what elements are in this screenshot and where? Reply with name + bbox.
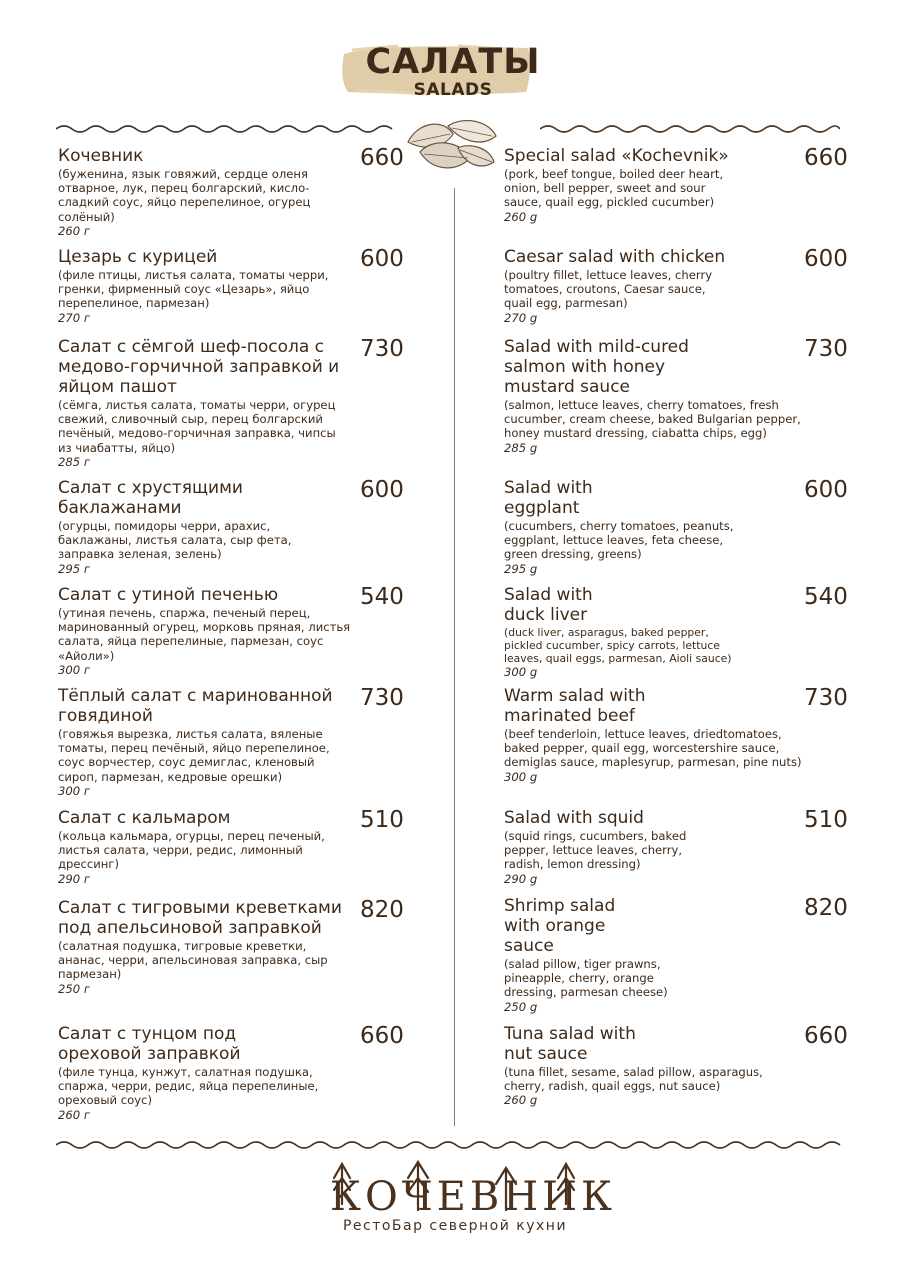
item-weight: 250 g xyxy=(504,999,538,1014)
item-weight: 290 g xyxy=(504,871,538,886)
item-name: Салат с кальмаром xyxy=(58,808,231,828)
item-name: Salad with duck liver xyxy=(504,585,593,625)
page-subtitle: SALADS xyxy=(413,80,493,100)
item-name: Салат с утиной печенью xyxy=(58,585,279,605)
menu-item xyxy=(504,896,906,1014)
item-price: 820 xyxy=(804,895,848,921)
menu-item xyxy=(504,247,906,325)
item-price: 540 xyxy=(360,584,404,610)
item-name: Салат с сёмгой шеф-посола с медово-горчичной заправкой и яйцом пашот xyxy=(58,337,340,397)
item-weight: 270 g xyxy=(504,310,538,325)
wave-divider-bottom xyxy=(56,1138,846,1152)
item-weight: 260 г xyxy=(58,1107,90,1122)
item-weight: 295 г xyxy=(58,561,90,576)
item-description: (tuna fillet, sesame, salad pillow, asparagus, cherry, radish, quail eggs, nut sauce) xyxy=(504,1065,763,1094)
item-price: 600 xyxy=(804,477,848,503)
item-description: (сёмга, листья салата, томаты черри, огурец свежий, сливочный сыр, перец болгарский печёный, медово-горчичная заправка, чипсы из чиабатты, яйцо) xyxy=(58,398,336,455)
item-weight: 285 г xyxy=(58,454,90,469)
item-name: Warm salad with marinated beef xyxy=(504,686,646,726)
item-price: 600 xyxy=(360,246,404,272)
menu-item xyxy=(58,478,468,576)
item-weight: 300 г xyxy=(58,662,90,677)
brand-logo: КОЧЕВНИК xyxy=(330,1174,616,1220)
menu-item xyxy=(58,337,468,469)
item-description: (филе тунца, кунжут, салатная подушка, спаржа, черри, редис, яйца перепелиные, ореховый соус) xyxy=(58,1065,319,1108)
page-title: САЛАТЫ xyxy=(365,42,541,82)
item-description: (салатная подушка, тигровые креветки, ананас, черри, апельсиновая заправка, сыр пармезан) xyxy=(58,939,328,982)
menu-item xyxy=(504,1024,906,1107)
item-description: (утиная печень, спаржа, печеный перец, маринованный огурец, морковь пряная, листья салата, яйца перепелиные, пармезан, соус «Айоли») xyxy=(58,606,351,663)
wave-divider-top-left xyxy=(56,122,396,136)
menu-item xyxy=(504,337,906,455)
item-name: Салат с тунцом под ореховой заправкой xyxy=(58,1024,241,1064)
item-name: Тёплый салат с маринованной говядиной xyxy=(58,686,333,726)
item-price: 730 xyxy=(804,685,848,711)
item-price: 730 xyxy=(360,685,404,711)
item-name: Shrimp salad with orange sauce xyxy=(504,896,616,956)
item-name: Кочевник xyxy=(58,146,144,166)
item-price: 600 xyxy=(360,477,404,503)
item-description: (cucumbers, cherry tomatoes, peanuts, eggplant, lettuce leaves, feta cheese, green dressing, greens) xyxy=(504,519,734,562)
item-weight: 290 г xyxy=(58,871,90,886)
menu-item xyxy=(58,686,468,798)
menu-item xyxy=(504,585,906,679)
item-weight: 260 g xyxy=(504,1093,538,1108)
menu-item xyxy=(58,898,468,996)
menu-item xyxy=(58,247,468,325)
item-price: 660 xyxy=(804,145,848,171)
item-description: (огурцы, помидоры черри, арахис, баклажаны, листья салата, сыр фета, заправка зеленая, зелень) xyxy=(58,519,292,562)
item-weight: 260 g xyxy=(504,209,538,224)
item-description: (beef tenderloin, lettuce leaves, driedtomatoes, baked pepper, quail egg, worcestershire sauce, demiglas sauce, maplesyrup, parmesan, pine nuts) xyxy=(504,727,802,770)
menu-item xyxy=(58,1024,468,1122)
wave-divider-top-right xyxy=(540,122,840,136)
item-name: Salad with mild-cured salmon with honey mustard sauce xyxy=(504,337,689,397)
item-description: (duck liver, asparagus, baked pepper, pickled cucumber, spicy carrots, lettuce leaves, quail eggs, parmesan, Aioli sauce) xyxy=(504,626,732,665)
menu-item xyxy=(504,146,906,224)
item-weight: 270 г xyxy=(58,310,90,325)
item-description: (poultry fillet, lettuce leaves, cherry tomatoes, croutons, Caesar sauce, quail egg, parmesan) xyxy=(504,268,713,311)
item-price: 600 xyxy=(804,246,848,272)
item-weight: 285 g xyxy=(504,440,538,455)
item-name: Salad with eggplant xyxy=(504,478,593,518)
menu-item xyxy=(58,146,468,238)
item-description: (говяжья вырезка, листья салата, вяленые томаты, перец печёный, яйцо перепелиное, соус ворчестер, соус демиглас, кленовый сироп, пармезан, кедровые орешки) xyxy=(58,727,330,784)
item-name: Special salad «Kochevnik» xyxy=(504,146,729,166)
item-price: 540 xyxy=(804,584,848,610)
item-description: (филе птицы, листья салата, томаты черри, гренки, фирменный соус «Цезарь», яйцо перепелиное, пармезан) xyxy=(58,268,329,311)
item-description: (кольца кальмара, огурцы, перец печеный, листья салата, черри, редис, лимонный дрессинг) xyxy=(58,829,325,872)
item-name: Caesar salad with chicken xyxy=(504,247,726,267)
item-description: (salmon, lettuce leaves, cherry tomatoes, fresh cucumber, cream cheese, baked Bulgarian pepper, honey mustard dressing, ciabatta chips, egg) xyxy=(504,398,801,441)
menu-item xyxy=(504,808,906,886)
item-weight: 300 g xyxy=(504,769,538,784)
item-name: Цезарь с курицей xyxy=(58,247,218,267)
item-description: (salad pillow, tiger prawns, pineapple, cherry, orange dressing, parmesan cheese) xyxy=(504,957,668,1000)
menu-item xyxy=(58,585,468,677)
item-weight: 250 г xyxy=(58,981,90,996)
item-price: 660 xyxy=(804,1023,848,1049)
item-weight: 300 г xyxy=(58,783,90,798)
item-price: 820 xyxy=(360,897,404,923)
item-price: 510 xyxy=(804,807,848,833)
item-weight: 260 г xyxy=(58,223,90,238)
item-description: (squid rings, cucumbers, baked pepper, lettuce leaves, cherry, radish, lemon dressing) xyxy=(504,829,687,872)
item-description: (pork, beef tongue, boiled deer heart, onion, bell pepper, sweet and sour sauce, quail egg, pickled cucumber) xyxy=(504,167,724,210)
item-price: 510 xyxy=(360,807,404,833)
menu-item xyxy=(504,686,906,784)
menu-item xyxy=(504,478,906,576)
item-description: (буженина, язык говяжий, сердце оленя отварное, лук, перец болгарский, кисло-сладкий соус, яйцо перепелиное, огурец солёный) xyxy=(58,167,311,224)
brand-subtitle: РестоБар северной кухни xyxy=(342,1218,568,1234)
item-price: 660 xyxy=(360,145,404,171)
item-weight: 295 g xyxy=(504,561,538,576)
item-name: Salad with squid xyxy=(504,808,644,828)
item-price: 730 xyxy=(360,336,404,362)
item-weight: 300 g xyxy=(504,665,538,679)
item-name: Салат с хрустящими баклажанами xyxy=(58,478,243,518)
menu-item xyxy=(58,808,468,886)
item-name: Tuna salad with nut sauce xyxy=(504,1024,636,1064)
item-price: 660 xyxy=(360,1023,404,1049)
item-price: 730 xyxy=(804,336,848,362)
item-name: Салат с тигровыми креветками под апельсиновой заправкой xyxy=(58,898,342,938)
